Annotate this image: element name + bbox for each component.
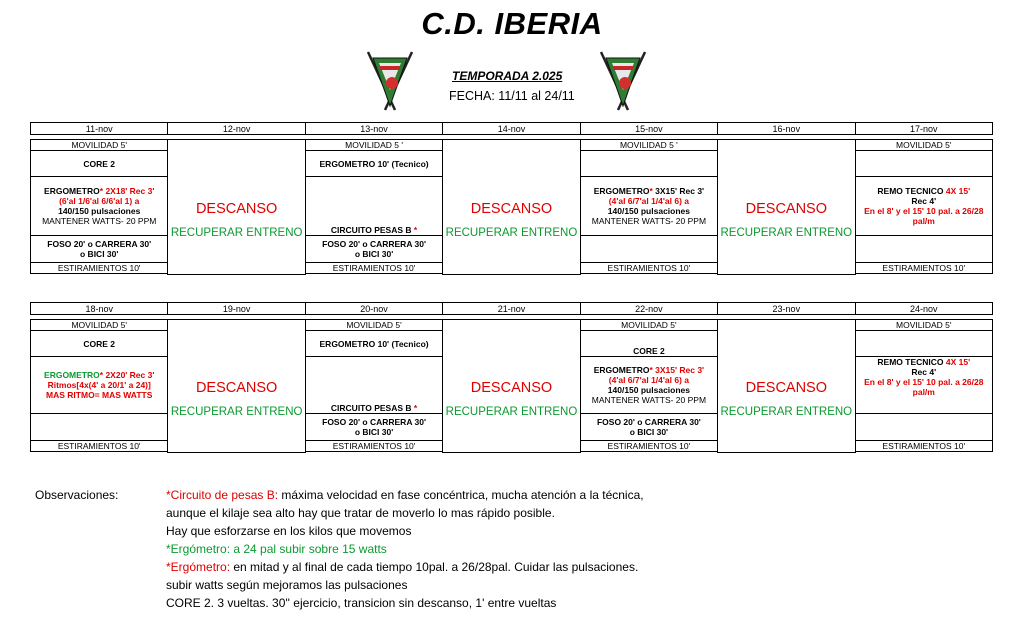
observation-line: aunque el kilaje sea alto hay que tratar de moverlo lo mas rápido posible.	[166, 506, 555, 520]
club-title: C.D. IBERIA	[421, 6, 603, 41]
observation-line: *Ergómetro: a 24 pal subir sobre 15 watts	[166, 542, 387, 556]
club-crest-icon	[598, 50, 648, 116]
week2-dates-row	[31, 303, 993, 315]
recover-label: RECUPERAR ENTRENO	[445, 227, 578, 240]
rest-day-cell	[718, 320, 855, 453]
stretching-cell: ESTIRAMIENTOS 10'	[855, 441, 992, 452]
observation-line: CORE 2. 3 vueltas. 30'' ejercicio, transicion sin descanso, 1' entre vueltas	[166, 596, 557, 610]
ergo-technical-cell: ERGOMETRO 10' (Tecnico)	[305, 151, 442, 177]
stretching-cell: ESTIRAMIENTOS 10'	[31, 441, 168, 452]
ergo-workout-cell: ERGOMETRO* 3X15' Rec 3' (4'al 6/7'al 1/4'al 6) a 140/150 pulsaciones MANTENER WATTS- 20 PPM	[580, 177, 717, 236]
rest-day-cell	[168, 140, 305, 275]
date-cell: 16-nov	[718, 123, 855, 135]
empty-cell	[580, 236, 717, 263]
remo-tecnico-cell: REMO TECNICO 4X 15' Rec 4' En el 8' y el 15' 10 pal. a 26/28 pal/m	[855, 357, 992, 414]
rest-label: DESCANSO	[470, 201, 553, 218]
mobility-cell: MOVILIDAD 5'	[855, 140, 992, 151]
stretching-cell: ESTIRAMIENTOS 10'	[580, 263, 717, 274]
stretching-cell: ESTIRAMIENTOS 10'	[31, 263, 168, 274]
core-cell: CORE 2	[31, 151, 168, 177]
empty-cell	[855, 414, 992, 441]
date-cell: 20-nov	[305, 303, 442, 315]
observation-line: *Circuito de pesas B: máxima velocidad en fase concéntrica, mucha atención a la técnica,	[166, 488, 644, 502]
run-cell: FOSO 20' o CARRERA 30' o BICI 30'	[580, 414, 717, 441]
observations-body	[166, 486, 726, 612]
club-crest-right	[598, 50, 648, 116]
mobility-cell: MOVILIDAD 5'	[305, 320, 442, 331]
date-cell: 21-nov	[443, 303, 580, 315]
week1-dates-row	[31, 123, 993, 135]
empty-cell	[855, 236, 992, 263]
observation-line: subir watts según mejoramos las pulsaciones	[166, 578, 408, 592]
ergo-workout-cell: ERGOMETRO* 2X20' Rec 3' Ritmos[4x(4' a 20/1' a 24)] MAS RITMO= MAS WATTS	[31, 357, 168, 414]
week1-schedule	[30, 122, 993, 275]
date-cell: 12-nov	[168, 123, 305, 135]
ergo-workout-cell: ERGOMETRO* 3X15' Rec 3' (4'al 6/7'al 1/4'al 6) a 140/150 pulsaciones MANTENER WATTS- 20 PPM	[580, 357, 717, 414]
observations-label: Observaciones:	[35, 488, 119, 502]
recover-label: RECUPERAR ENTRENO	[720, 406, 853, 419]
empty-cell	[580, 151, 717, 177]
stretching-cell: ESTIRAMIENTOS 10'	[580, 441, 717, 452]
observation-line: Hay que esforzarse en los kilos que movemos	[166, 524, 412, 538]
recover-label: RECUPERAR ENTRENO	[445, 406, 578, 419]
recover-label: RECUPERAR ENTRENO	[170, 406, 303, 419]
rest-day-cell	[443, 140, 580, 275]
ergo-workout-cell: ERGOMETRO* 2X18' Rec 3' (6'al 1/6'al 6/6'al 1) a 140/150 pulsaciones MANTENER WATTS- 20 PPM	[31, 177, 168, 236]
rest-label: DESCANSO	[195, 380, 278, 397]
date-cell: 22-nov	[580, 303, 717, 315]
core-cell: CORE 2	[580, 331, 717, 357]
date-cell: 13-nov	[305, 123, 442, 135]
mobility-cell: MOVILIDAD 5'	[580, 320, 717, 331]
date-cell: 18-nov	[31, 303, 168, 315]
empty-cell	[855, 151, 992, 177]
date-cell: 11-nov	[31, 123, 168, 135]
date-cell: 14-nov	[443, 123, 580, 135]
weights-circuit-cell: CIRCUITO PESAS B *	[305, 357, 442, 414]
recover-label: RECUPERAR ENTRENO	[170, 227, 303, 240]
empty-cell	[855, 331, 992, 357]
empty-cell	[31, 414, 168, 441]
run-cell: FOSO 20' o CARRERA 30' o BICI 30'	[305, 236, 442, 263]
mobility-cell: MOVILIDAD 5 '	[580, 140, 717, 151]
date-cell: 15-nov	[580, 123, 717, 135]
mobility-cell: MOVILIDAD 5 '	[305, 140, 442, 151]
club-crest-left	[365, 50, 415, 116]
date-cell: 23-nov	[718, 303, 855, 315]
rest-label: DESCANSO	[470, 380, 553, 397]
mobility-cell: MOVILIDAD 5'	[855, 320, 992, 331]
remo-tecnico-cell: REMO TECNICO 4X 15' Rec 4' En el 8' y el 15' 10 pal. a 26/28 pal/m	[855, 177, 992, 236]
observation-line: *Ergómetro: en mitad y al final de cada tiempo 10pal. a 26/28pal. Cuidar las pulsaciones.	[166, 560, 639, 574]
date-cell: 24-nov	[855, 303, 992, 315]
week2-schedule	[30, 302, 993, 453]
stretching-cell: ESTIRAMIENTOS 10'	[855, 263, 992, 274]
mobility-cell: MOVILIDAD 5'	[31, 320, 168, 331]
run-cell: FOSO 20' o CARRERA 30' o BICI 30'	[31, 236, 168, 263]
date-cell: 19-nov	[168, 303, 305, 315]
stretching-cell: ESTIRAMIENTOS 10'	[305, 441, 442, 452]
season-label: TEMPORADA 2.025	[452, 69, 563, 83]
rest-day-cell	[443, 320, 580, 453]
run-cell: FOSO 20' o CARRERA 30' o BICI 30'	[305, 414, 442, 441]
core-cell: CORE 2	[31, 331, 168, 357]
rest-label: DESCANSO	[745, 380, 828, 397]
ergo-technical-cell: ERGOMETRO 10' (Tecnico)	[305, 331, 442, 357]
rest-label: DESCANSO	[745, 201, 828, 218]
club-crest-icon	[365, 50, 415, 116]
date-range: FECHA: 11/11 al 24/11	[449, 89, 575, 103]
stretching-cell: ESTIRAMIENTOS 10'	[305, 263, 442, 274]
rest-day-cell	[718, 140, 855, 275]
rest-label: DESCANSO	[195, 201, 278, 218]
date-cell: 17-nov	[855, 123, 992, 135]
recover-label: RECUPERAR ENTRENO	[720, 227, 853, 240]
mobility-cell: MOVILIDAD 5'	[31, 140, 168, 151]
weights-circuit-cell: CIRCUITO PESAS B *	[305, 177, 442, 236]
rest-day-cell	[168, 320, 305, 453]
